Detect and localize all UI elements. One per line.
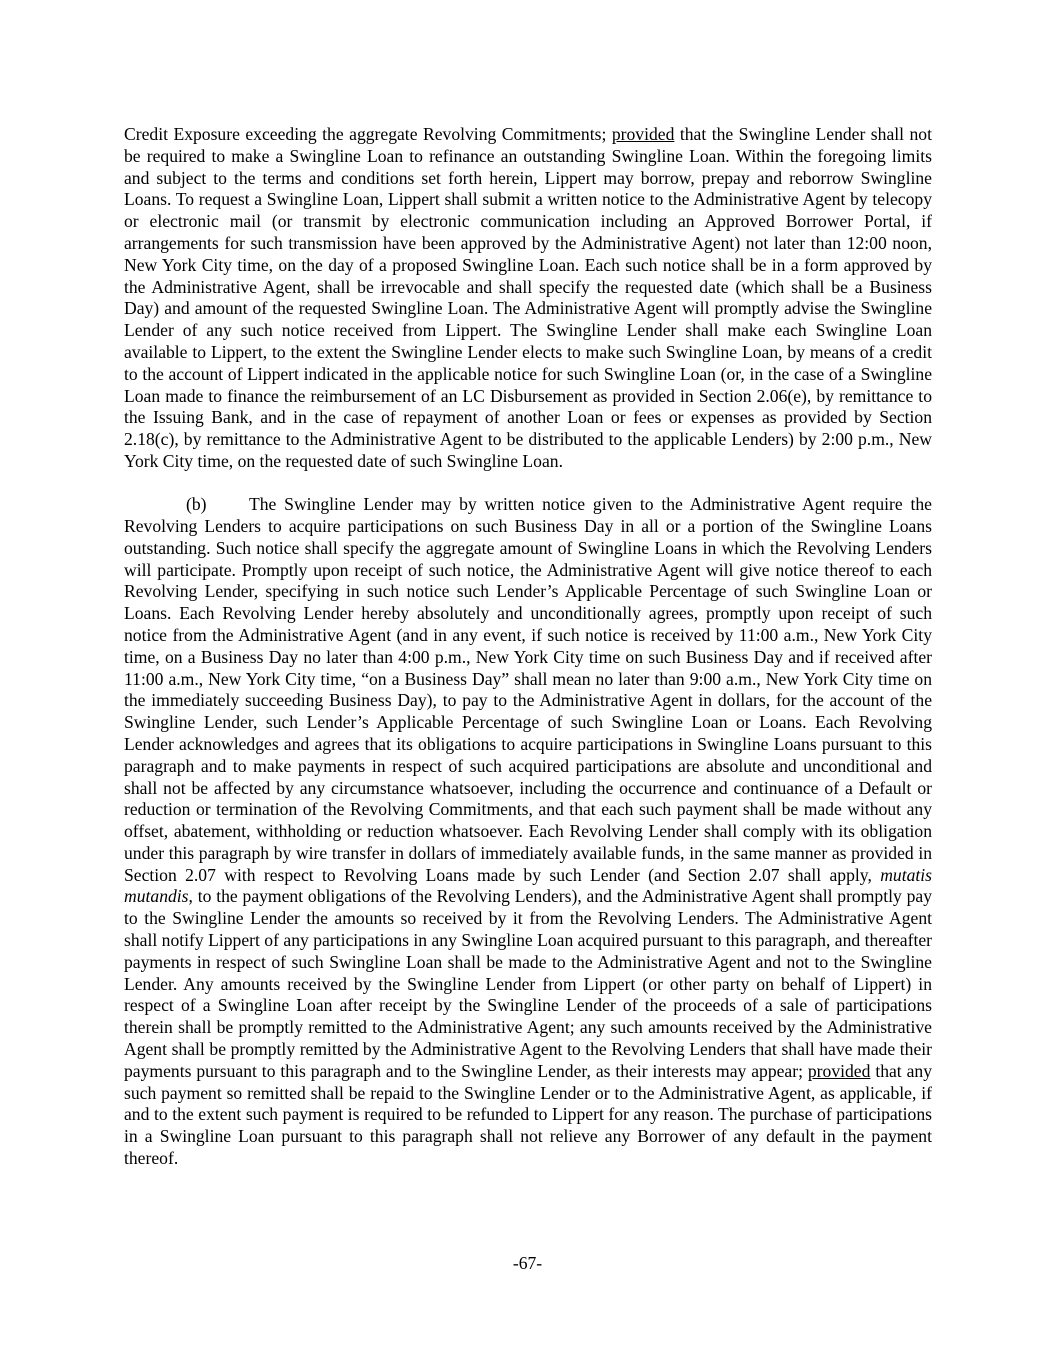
latin-term: mutatis mutandis (124, 864, 932, 907)
document-page (124, 124, 932, 1170)
paragraph-b (124, 494, 932, 1170)
paragraph-a-text-1: Credit Exposure exceeding the aggregate Revolving Commitments; (124, 124, 612, 144)
paragraph-b-text-3: that any such payment so remitted shall be repaid to the Swingline Lender or to the Administrative Agent, as applicable, if and to the extent such payment is required to be refunded to Lippert for any reason. The purchase of participations in a Swingline Loan pursuant to this paragraph shall not relieve any Borrower of any default in the payment thereof. (124, 1060, 932, 1169)
page-number: -67- (512, 1253, 543, 1273)
paragraph-b-text-2: , to the payment obligations of the Revolving Lenders), and the Administrative Agent shall promptly pay to the Swingline Lender the amounts so received by it from the Revolving Lenders. The Administrative Agent shall notify Lippert of any participations in any Swingline Loan acquired pursuant to this paragraph, and thereafter payments in respect of such Swingline Loan shall be made to the Administrative Agent and not to the Swingline Lender. Any amounts received by the Swingline Lender from Lippert (or other party on behalf of Lippert) in respect of a Swingline Loan after receipt by the Swingline Lender of the proceeds of a sale of participations therein shall be promptly remitted to the Administrative Agent; any such amounts received by the Administrative Agent shall be promptly remitted by the Administrative Agent to the Revolving Lenders that shall have made their payments pursuant to this paragraph and to the Swingline Lender, as their interests may appear; (124, 886, 932, 1081)
paragraph-a-text-2: that the Swingline Lender shall not be required to make a Swingline Loan to refinance an outstanding Swingline Loan. Within the foregoing limits and subject to the terms and conditions set forth herein, Lippert may borrow, prepay and reborrow Swingline Loans. To request a Swingline Loan, Lippert shall submit a written notice to the Administrative Agent by telecopy or electronic mail (or transmit by electronic communication including an Approved Borrower Portal, if arrangements for such transmission have been approved by the Administrative Agent) not later than 12:00 noon, New York City time, on the day of a proposed Swingline Loan. Each such notice shall be in a form approved by the Administrative Agent, shall be irrevocable and shall specify the requested date (which shall be a Business Day) and amount of the requested Swingline Loan. The Administrative Agent will promptly advise the Swingline Lender of any such notice received from Lippert. The Swingline Lender shall make each Swingline Loan available to Lippert, to the extent the Swingline Lender elects to make such Swingline Loan, by means of a credit to the account of Lippert indicated in the applicable notice for such Swingline Loan (or, in the case of a Swingline Loan made to finance the reimbursement of an LC Disbursement as provided in Section 2.06(e), by remittance to the Issuing Bank, and in the case of repayment of another Loan or fees or expenses as provided by Section 2.18(c), by remittance to the Administrative Agent to be distributed to the applicable Lenders) by 2:00 p.m., New York City time, on the requested date of such Swingline Loan. (124, 124, 932, 471)
provided-term: provided (611, 124, 675, 144)
paragraph-b-marker: (b) (186, 494, 207, 515)
paragraph-b-text-1: The Swingline Lender may by written notice given to the Administrative Agent require the Revolving Lenders to acquire participations on such Business Day in all or a portion of the Swingline Loans outstanding. Such notice shall specify the aggregate amount of Swingline Loans in which the Revolving Lenders will participate. Promptly upon receipt of such notice, the Administrative Agent will give notice thereof to each Revolving Lender, specifying in such notice such Lender’s Applicable Percentage of such Swingline Loan or Loans. Each Revolving Lender hereby absolutely and unconditionally agrees, promptly upon receipt of such notice from the Administrative Agent (and in any event, if such notice is received by 11:00 a.m., New York City time, on a Business Day no later than 4:00 p.m., New York City time on such Business Day and if received after 11:00 a.m., New York City time, “on a Business Day” shall mean no later than 9:00 a.m., New York City time on the immediately succeeding Business Day), to pay to the Administrative Agent in dollars, for the account of the Swingline Lender, such Lender’s Applicable Percentage of such Swingline Loan or Loans. Each Revolving Lender acknowledges and agrees that its obligations to acquire participations in Swingline Loans pursuant to this paragraph and to make payments in respect of such acquired participations are absolute and unconditional and shall not be affected by any circumstance whatsoever, including the occurrence and continuance of a Default or reduction or termination of the Revolving Commitments, and that each such payment shall be made without any offset, abatement, withholding or reduction whatsoever. Each Revolving Lender shall comply with its obligation under this paragraph by wire transfer in dollars of immediately available funds, in the same manner as provided in Section 2.07 with respect to Revolving Loans made by such Lender (and Section 2.07 shall apply, (124, 494, 932, 885)
provided-term: provided (807, 1060, 871, 1081)
paragraph-a (124, 124, 932, 473)
